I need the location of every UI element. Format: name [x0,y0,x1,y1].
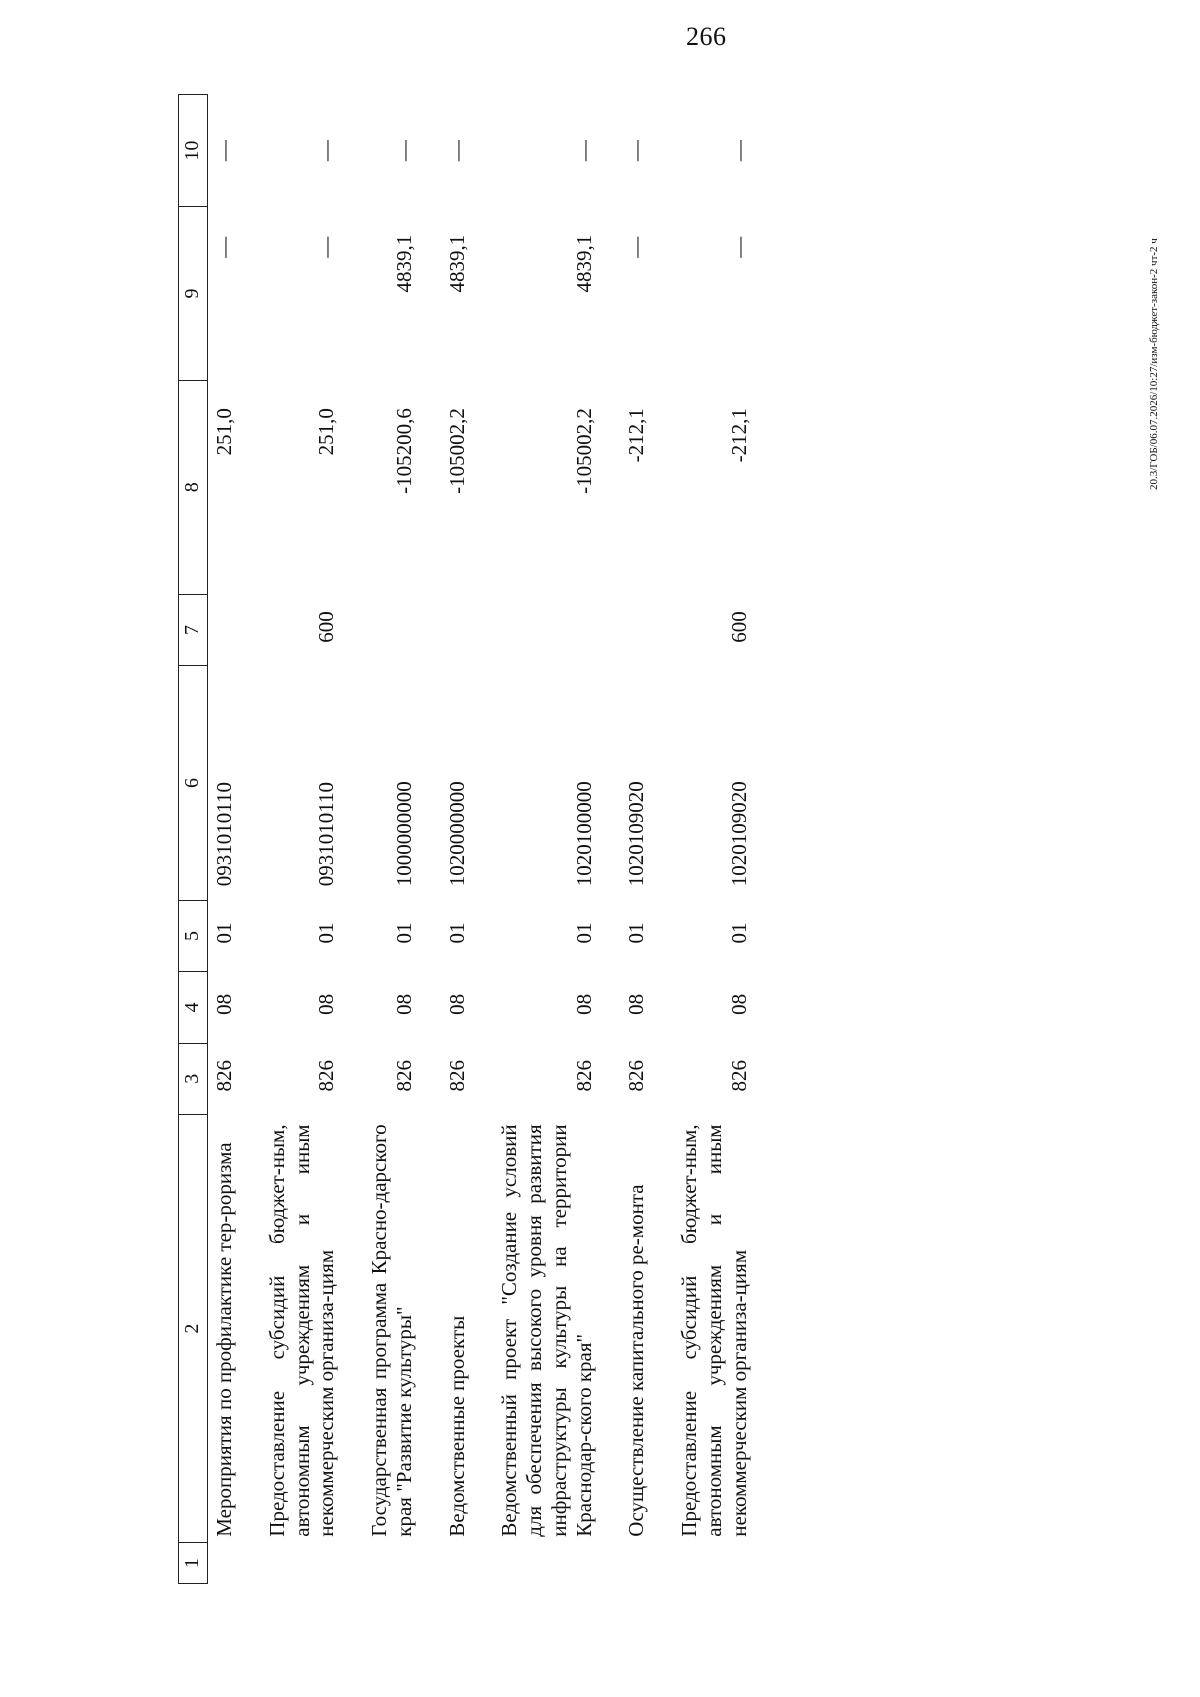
item-name: Предоставление субсидий бюджет-ным, автономным учреждениям и иным некоммерческим организа-циям [677,1124,751,1537]
column-header: 10 [179,95,208,207]
amount-col10: — [314,140,339,162]
column-header: 2 [179,1114,208,1542]
section-code: 08 [314,993,339,1015]
row-number [261,1543,363,1584]
subsection-code: 01 [314,922,339,944]
column-header: 9 [179,207,208,380]
amount-col10: — [444,140,469,162]
subsection-code: 01 [212,922,236,944]
amount-change: 251,0 [314,408,339,456]
column-header: 7 [179,594,208,665]
item-name: Государственная программа Красно-дарского края "Развитие культуры" [367,1124,416,1537]
section-code: 08 [444,993,469,1015]
target-article-code: 1020109020 [624,781,649,887]
table-row [261,95,363,1584]
subsection-code: 01 [571,922,596,944]
ministry-code: 826 [314,1059,339,1092]
item-name: Осуществление капитального ре-монта [624,1184,649,1537]
table-row [493,95,620,1584]
table-row [441,95,494,1584]
target-article-code: 1020109020 [726,781,751,887]
section-code: 08 [726,993,751,1015]
ministry-code: 826 [444,1059,469,1092]
amount-change: -212,1 [726,408,751,463]
expense-type-code: 600 [726,611,751,643]
amount-change: 251,0 [212,408,236,456]
target-article-code: 1000000000 [391,781,416,887]
table-row [620,95,673,1584]
row-number [673,1543,775,1584]
target-article-code: 1020000000 [444,781,469,887]
ministry-code: 826 [571,1059,596,1092]
table-row [363,95,441,1584]
row-number [493,1543,620,1584]
amount-change: -105002,2 [571,408,596,494]
item-name: Мероприятия по профилактике тер-роризма [212,1142,236,1537]
amount-col9: 4839,1 [391,234,416,293]
expense-type-code: 600 [314,611,339,643]
target-article-code: 0931010110 [212,782,236,887]
section-code: 08 [391,993,416,1015]
amount-col9: — [624,236,649,258]
ministry-code: 826 [212,1059,236,1092]
budget-table-container [178,94,1118,1584]
ministry-code: 826 [624,1059,649,1092]
subsection-code: 01 [624,922,649,944]
amount-col9: 4839,1 [444,234,469,293]
amount-change: -105200,6 [391,408,416,494]
ministry-code: 826 [726,1059,751,1092]
table-row [673,95,775,1584]
column-header: 1 [179,1543,208,1584]
expense-type-code [493,594,620,665]
column-header: 8 [179,380,208,594]
table-row [208,95,261,1584]
row-number [441,1543,494,1584]
amount-col9: — [726,236,751,258]
row-number [208,1543,261,1584]
section-code: 08 [624,993,649,1015]
column-header: 6 [179,666,208,901]
budget-table [178,94,775,1584]
amount-col10: — [726,140,751,162]
footer-code: 20.3/ГОБ/06.07.2026/10:27/изм-бюджет-закон-2 чт-2 ч [1148,238,1160,490]
amount-col10: — [212,140,236,162]
amount-col9: 4839,1 [571,234,596,293]
column-header: 3 [179,1043,208,1114]
row-number [620,1543,673,1584]
expense-type-code [208,594,261,665]
amount-col9: — [212,236,236,258]
subsection-code: 01 [726,922,751,944]
item-name: Предоставление субсидий бюджет-ным, автономным учреждениям и иным некоммерческим организа-циям [264,1124,339,1537]
ministry-code: 826 [391,1059,416,1092]
row-number [363,1543,441,1584]
section-code: 08 [212,993,236,1015]
target-article-code: 0931010110 [314,782,339,887]
column-header: 5 [179,900,208,971]
target-article-code: 1020100000 [571,781,596,887]
subsection-code: 01 [444,922,469,944]
amount-change: -212,1 [624,408,649,463]
amount-col9: — [314,236,339,258]
subsection-code: 01 [391,922,416,944]
amount-change: -105002,2 [444,408,469,494]
page-number: 266 [686,22,727,51]
column-header: 4 [179,972,208,1043]
expense-type-code [441,594,494,665]
amount-col10: — [391,140,416,162]
item-name: Ведомственный проект "Создание условий для обеспечения высокого уровня развития инфраструктуры культуры на территории Краснодар-ского края" [497,1124,596,1537]
amount-col10: — [624,140,649,162]
header-row [179,95,208,1584]
section-code: 08 [571,993,596,1015]
item-name: Ведомственные проекты [444,1315,469,1537]
expense-type-code [620,594,673,665]
amount-col10: — [571,140,596,162]
expense-type-code [363,594,441,665]
